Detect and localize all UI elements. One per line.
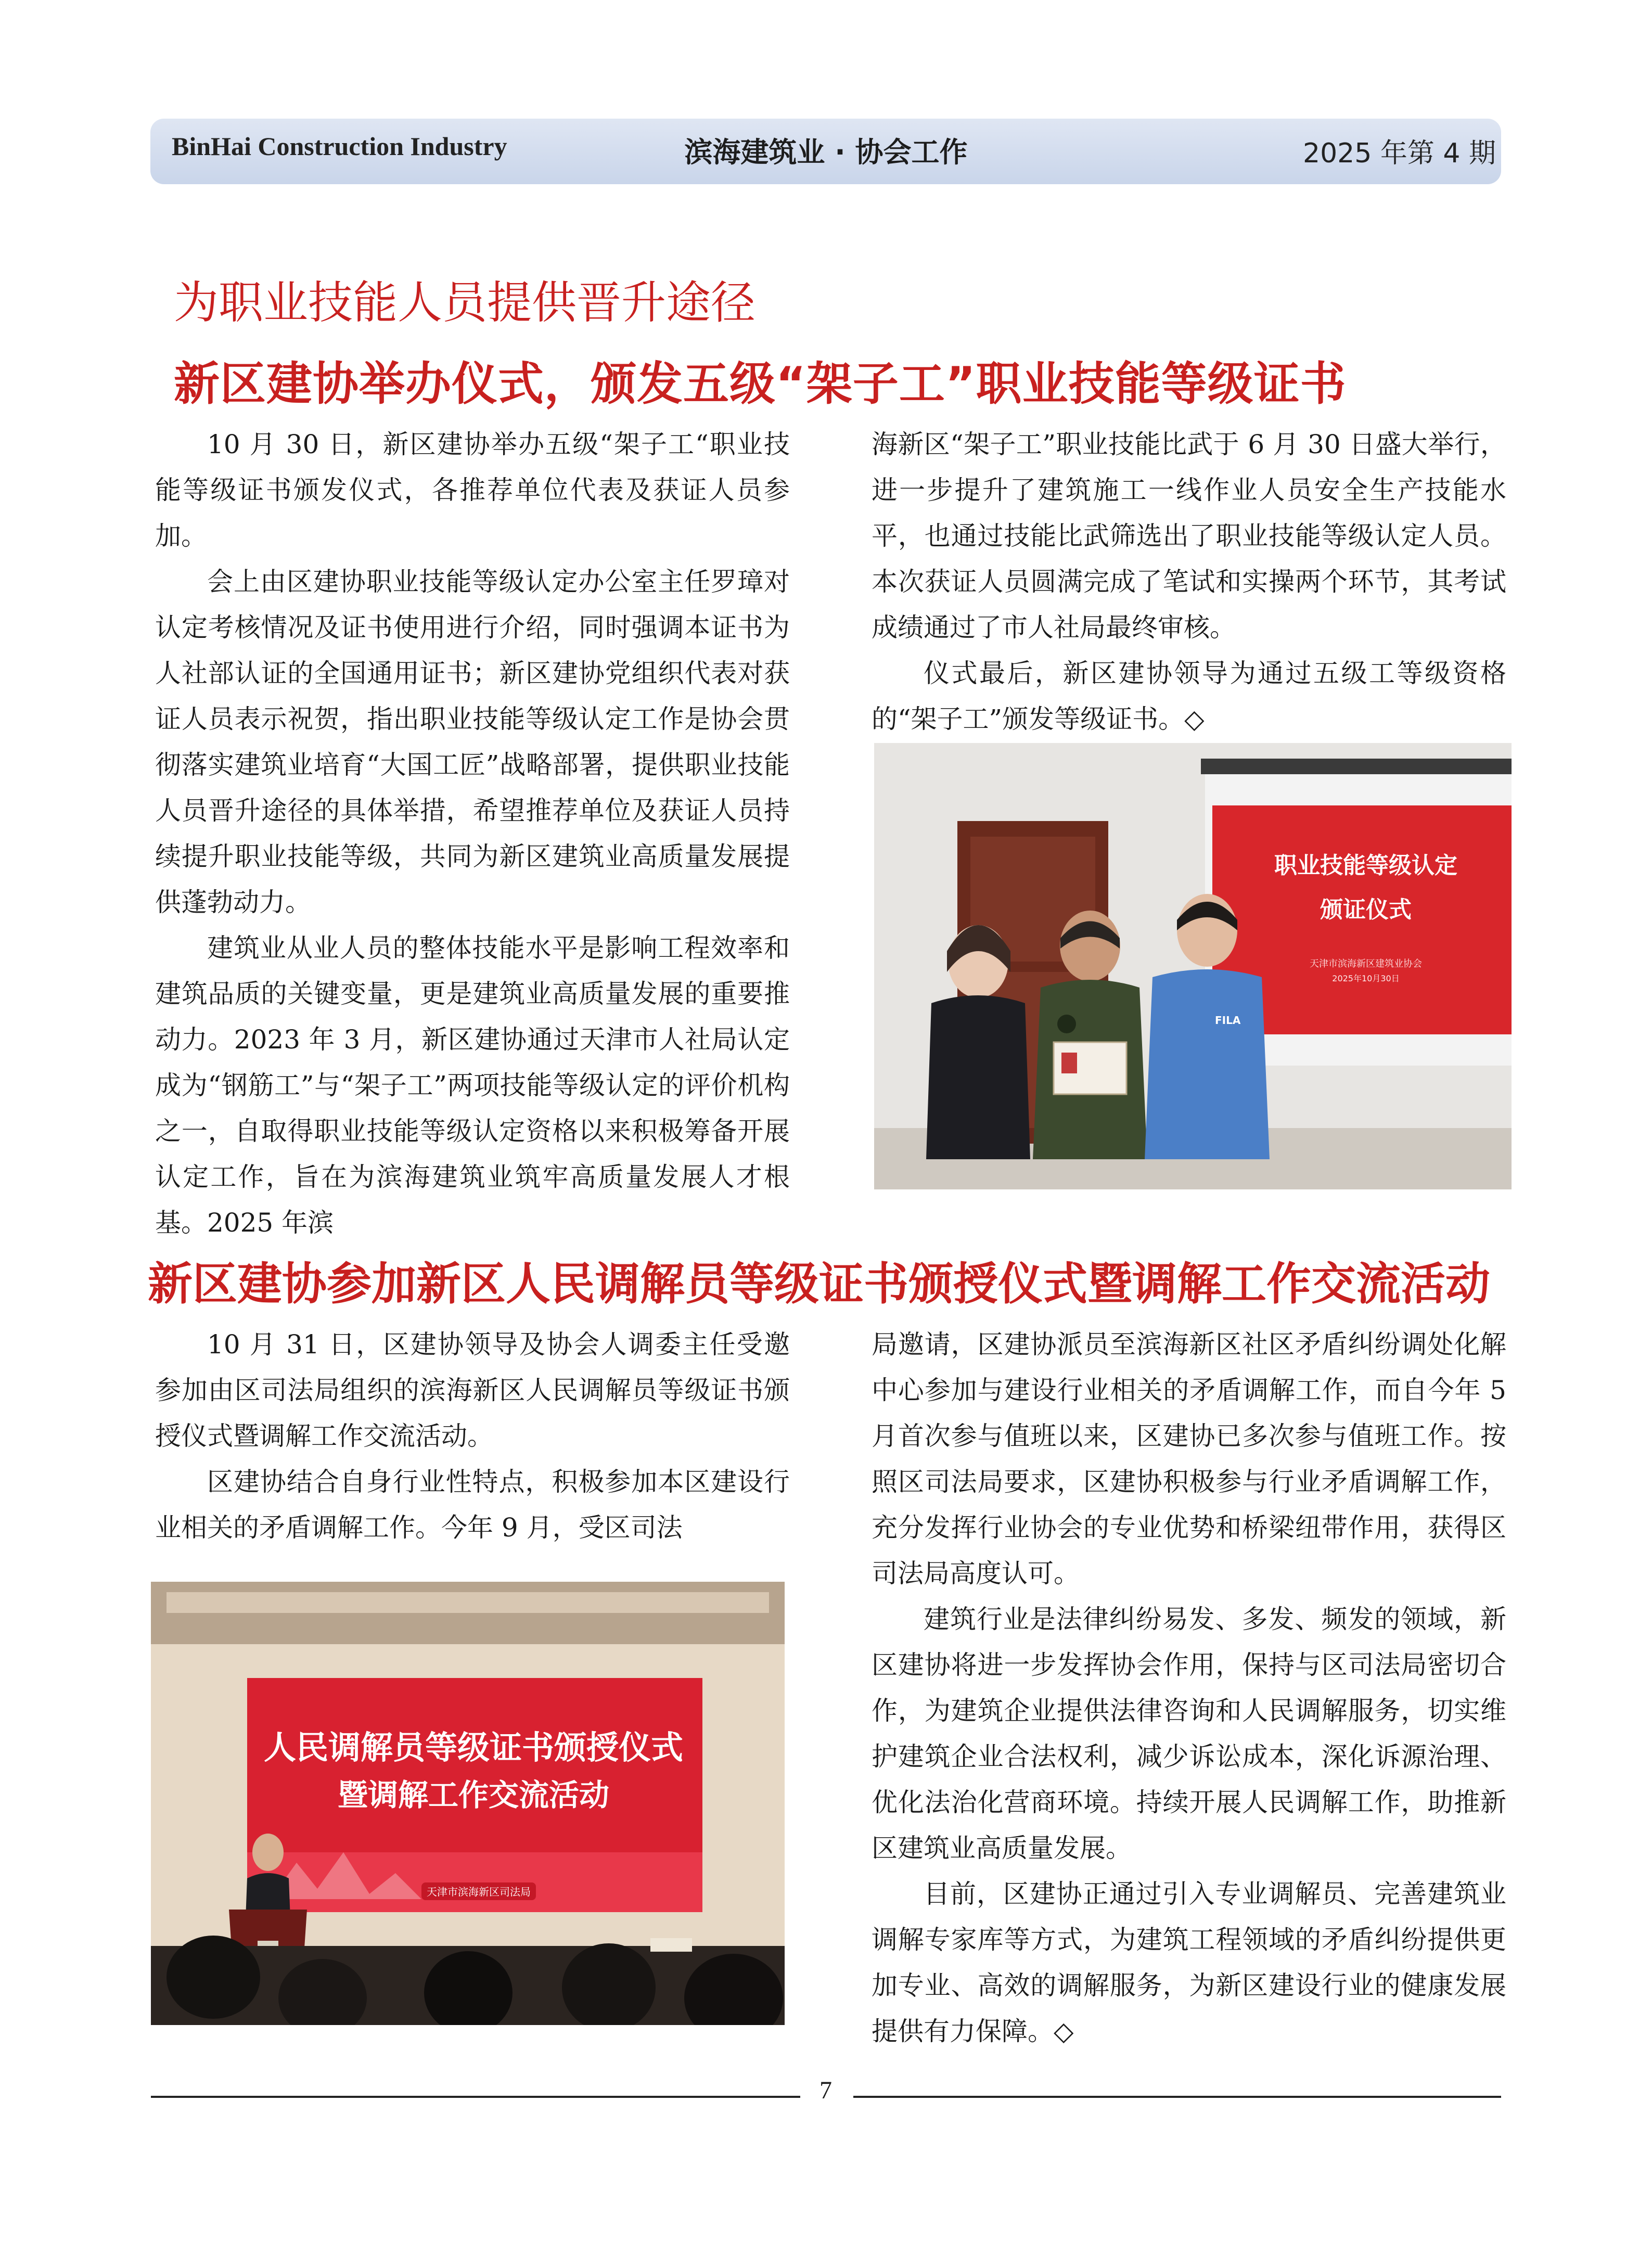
page-number: 7 <box>819 2077 832 2104</box>
article2-right-column <box>872 1322 1506 2054</box>
magazine-name-en: BinHai Construction Industry <box>172 132 507 161</box>
banner-title-1: 职业技能等级认定 <box>1274 852 1457 879</box>
banner-title-1: 人民调解员等级证书颁授仪式 <box>263 1728 684 1766</box>
section-title: 滨海建筑业 · 协会工作 <box>684 136 968 169</box>
paragraph: 建筑业从业人员的整体技能水平是影响工程效率和建筑品质的关键变量，更是建筑业高质量发展的重要推动力。2023 年 3 月，新区建协通过天津市人社局认定成为“钢筋工”与“架子工”两项技能等级认定的评价机构之一，自取得职业技能等级认定资格以来积极筹备开展认定工作，旨在为滨海建筑业筑牢高质量发展人才根基。2025 年滨 <box>155 933 790 1238</box>
paragraph: 10 月 31 日，区建协领导及协会人调委主任受邀参加由区司法局组织的滨海新区人民调解员等级证书颁授仪式暨调解工作交流活动。 <box>155 1329 790 1451</box>
paragraph: 海新区“架子工”职业技能比武于 6 月 30 日盛大举行，进一步提升了建筑施工一线作业人员安全生产技能水平，也通过技能比武筛选出了职业技能等级认定人员。本次获证人员圆满完成了笔试和实操两个环节，其考试成绩通过了市人社局最终审核。 <box>872 429 1506 643</box>
article1-subtitle: 为职业技能人员提供晋升途径 <box>174 277 755 329</box>
issue-number: 2025 年第 4 期 <box>1302 138 1496 169</box>
article1-right-column <box>872 421 1506 742</box>
banner-title-2: 颁证仪式 <box>1320 896 1412 923</box>
paragraph: 建筑行业是法律纠纷易发、多发、频发的领域，新区建协将进一步发挥协会作用，保持与区司法局密切合作，为建筑企业提供法律咨询和人民调解服务，切实维护建筑企业合法权利，减少诉讼成本，深化诉源治理、优化法治化营商环境。持续开展人民调解工作，助推新区建筑业高质量发展。 <box>872 1604 1506 1863</box>
banner-organizer: 天津市滨海新区建筑业协会 <box>1310 958 1422 969</box>
paragraph: 仪式最后，新区建协领导为通过五级工等级资格的“架子工”颁发等级证书。◇ <box>872 658 1506 734</box>
paragraph: 会上由区建协职业技能等级认定办公室主任罗璋对认定考核情况及证书使用进行介绍，同时强调本证书为人社部认证的全国通用证书；新区建协党组织代表对获证人员表示祝贺，指出职业技能等级认定工作是协会贯彻落实建筑业培育“大国工匠”战略部署，提供职业技能人员晋升途径的具体举措，希望推荐单位及获证人员持续提升职业技能等级，共同为新区建筑业高质量发展提供蓬勃动力。 <box>155 567 790 917</box>
article1-headline: 新区建协举办仪式，颁发五级“架子工”职业技能等级证书 <box>174 357 1347 411</box>
article1-left-column <box>155 421 790 1246</box>
footer-rule-left <box>151 2096 800 2098</box>
mediation-ceremony-photo <box>151 1582 785 2025</box>
certificate-ceremony-photo <box>874 743 1512 1189</box>
paragraph: 10 月 30 日，新区建协举办五级“架子工“职业技能等级证书颁发仪式，各推荐单位代表及获证人员参加。 <box>155 429 790 551</box>
paragraph: 局邀请，区建协派员至滨海新区社区矛盾纠纷调处化解中心参加与建设行业相关的矛盾调解工作，而自今年 5 月首次参与值班以来，区建协已多次参与值班工作。按照区司法局要求，区建协积极参与行业矛盾调解工作，充分发挥行业协会的专业优势和桥梁纽带作用，获得区司法局高度认可。 <box>872 1329 1506 1588</box>
banner-date: 2025年10月30日 <box>1332 973 1400 983</box>
shirt-logo: FILA <box>1215 1014 1241 1027</box>
article2-headline: 新区建协参加新区人民调解员等级证书颁授仪式暨调解工作交流活动 <box>148 1258 1490 1310</box>
footer-rule-right <box>853 2096 1501 2098</box>
paragraph: 区建协结合自身行业性特点，积极参加本区建设行业相关的矛盾调解工作。今年 9 月，受区司法 <box>155 1467 790 1543</box>
banner-organizer: 天津市滨海新区司法局 <box>427 1886 531 1898</box>
article2-left-column <box>155 1322 790 1551</box>
paragraph: 目前，区建协正通过引入专业调解员、完善建筑业调解专家库等方式，为建筑工程领域的矛盾纠纷提供更加专业、高效的调解服务，为新区建设行业的健康发展提供有力保障。◇ <box>872 1879 1506 2046</box>
banner-title-2: 暨调解工作交流活动 <box>337 1777 610 1813</box>
